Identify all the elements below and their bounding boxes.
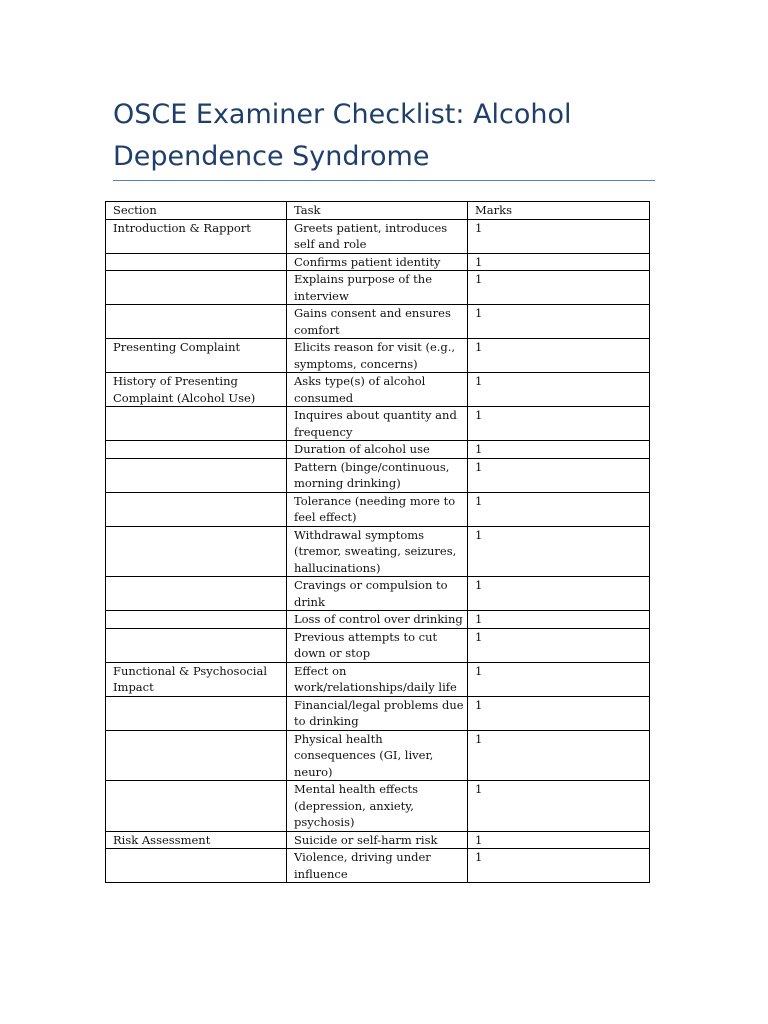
task-cell: Confirms patient identity xyxy=(287,253,468,271)
marks-cell: 1 xyxy=(468,373,650,407)
table-row xyxy=(106,339,650,373)
table-row xyxy=(106,458,650,492)
marks-cell: 1 xyxy=(468,611,650,629)
section-cell xyxy=(106,696,287,730)
task-cell: Effect on work/relationships/daily life xyxy=(287,662,468,696)
task-cell: Withdrawal symptoms (tremor, sweating, seizures, hallucinations) xyxy=(287,526,468,577)
checklist-table xyxy=(105,201,650,883)
section-cell xyxy=(106,441,287,459)
title-underline xyxy=(113,180,655,181)
task-cell: Cravings or compulsion to drink xyxy=(287,577,468,611)
marks-cell: 1 xyxy=(468,492,650,526)
task-cell: Elicits reason for visit (e.g., symptoms, concerns) xyxy=(287,339,468,373)
table-row xyxy=(106,781,650,832)
table-row xyxy=(106,373,650,407)
task-cell: Inquires about quantity and frequency xyxy=(287,407,468,441)
marks-cell: 1 xyxy=(468,662,650,696)
table-header-row xyxy=(106,202,650,220)
marks-cell: 1 xyxy=(468,219,650,253)
marks-cell: 1 xyxy=(468,339,650,373)
marks-cell: 1 xyxy=(468,577,650,611)
section-cell xyxy=(106,781,287,832)
table-row xyxy=(106,628,650,662)
page-title: OSCE Examiner Checklist: Alcohol Dependence Syndrome xyxy=(113,99,572,172)
table-row xyxy=(106,219,650,253)
section-cell: Risk Assessment xyxy=(106,831,287,849)
section-cell: History of Presenting Complaint (Alcohol Use) xyxy=(106,373,287,407)
table-row xyxy=(106,831,650,849)
section-cell: Introduction & Rapport xyxy=(106,219,287,253)
task-cell: Suicide or self-harm risk xyxy=(287,831,468,849)
marks-cell: 1 xyxy=(468,253,650,271)
task-cell: Financial/legal problems due to drinking xyxy=(287,696,468,730)
table-row xyxy=(106,441,650,459)
marks-cell: 1 xyxy=(468,305,650,339)
table-row xyxy=(106,662,650,696)
table-row xyxy=(106,526,650,577)
section-cell xyxy=(106,628,287,662)
table-row xyxy=(106,696,650,730)
task-cell: Duration of alcohol use xyxy=(287,441,468,459)
task-cell: Physical health consequences (GI, liver, neuro) xyxy=(287,730,468,781)
marks-cell: 1 xyxy=(468,628,650,662)
task-cell: Loss of control over drinking xyxy=(287,611,468,629)
task-cell: Greets patient, introduces self and role xyxy=(287,219,468,253)
marks-cell: 1 xyxy=(468,407,650,441)
task-cell: Explains purpose of the interview xyxy=(287,271,468,305)
task-cell: Asks type(s) of alcohol consumed xyxy=(287,373,468,407)
marks-cell: 1 xyxy=(468,696,650,730)
section-cell xyxy=(106,577,287,611)
header-task: Task xyxy=(287,202,468,220)
table-body xyxy=(106,219,650,883)
marks-cell: 1 xyxy=(468,271,650,305)
marks-cell: 1 xyxy=(468,441,650,459)
marks-cell: 1 xyxy=(468,526,650,577)
section-cell xyxy=(106,730,287,781)
section-cell: Functional & Psychosocial Impact xyxy=(106,662,287,696)
task-cell: Previous attempts to cut down or stop xyxy=(287,628,468,662)
table-row xyxy=(106,577,650,611)
table-row xyxy=(106,253,650,271)
section-cell: Presenting Complaint xyxy=(106,339,287,373)
section-cell xyxy=(106,458,287,492)
task-cell: Mental health effects (depression, anxiety, psychosis) xyxy=(287,781,468,832)
section-cell xyxy=(106,271,287,305)
table-row xyxy=(106,407,650,441)
marks-cell: 1 xyxy=(468,781,650,832)
marks-cell: 1 xyxy=(468,831,650,849)
table-row xyxy=(106,271,650,305)
task-cell: Violence, driving under influence xyxy=(287,849,468,883)
task-cell: Tolerance (needing more to feel effect) xyxy=(287,492,468,526)
marks-cell: 1 xyxy=(468,730,650,781)
marks-cell: 1 xyxy=(468,458,650,492)
header-section: Section xyxy=(106,202,287,220)
section-cell xyxy=(106,611,287,629)
table-row xyxy=(106,492,650,526)
marks-cell: 1 xyxy=(468,849,650,883)
header-marks: Marks xyxy=(468,202,650,220)
table-row xyxy=(106,611,650,629)
section-cell xyxy=(106,526,287,577)
task-cell: Gains consent and ensures comfort xyxy=(287,305,468,339)
section-cell xyxy=(106,305,287,339)
section-cell xyxy=(106,492,287,526)
section-cell xyxy=(106,253,287,271)
table-row xyxy=(106,305,650,339)
table-row xyxy=(106,730,650,781)
table-row xyxy=(106,849,650,883)
section-cell xyxy=(106,849,287,883)
task-cell: Pattern (binge/continuous, morning drinking) xyxy=(287,458,468,492)
section-cell xyxy=(106,407,287,441)
